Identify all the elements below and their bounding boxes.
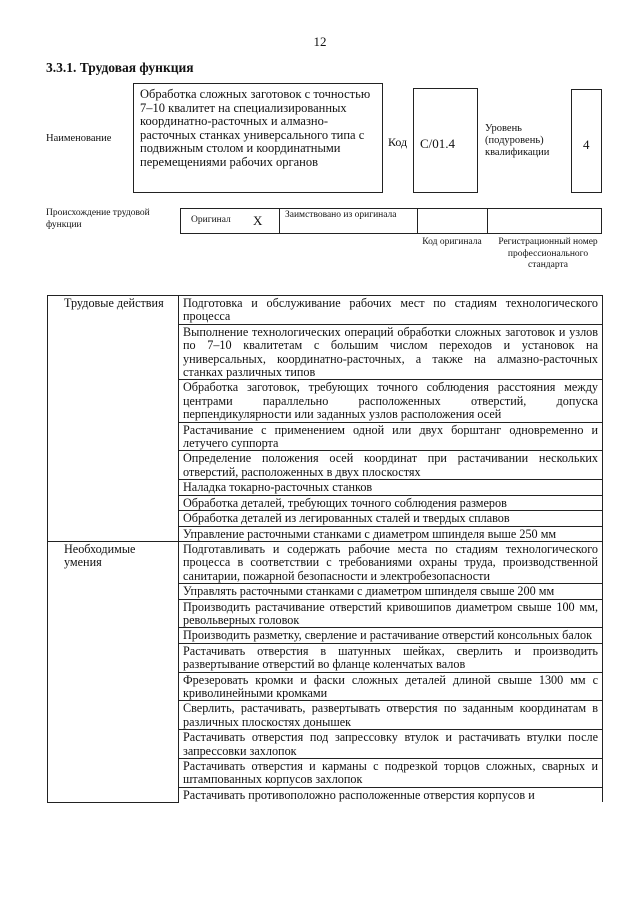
table-cell: Наладка токарно-расточных станков bbox=[179, 480, 603, 495]
table-row bbox=[48, 541, 603, 583]
table-cell: Производить разметку, сверление и растачивание отверстий консольных балок bbox=[179, 628, 603, 643]
level-box bbox=[571, 89, 602, 193]
function-table bbox=[47, 295, 603, 803]
origin-table bbox=[180, 208, 602, 234]
table-cell: Обработка деталей из легированных сталей и твердых сплавов bbox=[179, 511, 603, 526]
name-value: Обработка сложных заготовок с точностью 7–10 квалитет на специализированных координатно-расточных и алмазно-расточных станках универсального типа с подвижным столом и координатными перемещениями рабочих органов bbox=[133, 83, 383, 193]
name-label: Наименование bbox=[46, 133, 112, 144]
table-cell: Выполнение технологических операций обработки сложных заготовок и узлов по 7–10 квалитетам с большим числом переходов и установок на универсальных, координатно-расточных, а также на алмазно-расточных станках различных типов bbox=[179, 324, 603, 380]
code-box bbox=[413, 88, 478, 193]
origin-label: Происхождение трудовой функции bbox=[46, 208, 150, 230]
table-cell: Подготовка и обслуживание рабочих мест по стадиям технологического процесса bbox=[179, 296, 603, 325]
code-value: C/01.4 bbox=[420, 136, 456, 151]
section-title: 3.3.1. Трудовая функция bbox=[46, 60, 194, 75]
table-cell: Производить растачивание отверстий кривошипов диаметром свыше 100 мм, револьверных головок bbox=[179, 599, 603, 628]
original-mark: X bbox=[253, 213, 263, 228]
table-cell: Определение положения осей координат при растачивании нескольких отверстий, расположенных в двух плоскостях bbox=[179, 451, 603, 480]
category-cell: Необходимые умения bbox=[48, 541, 179, 802]
borrowed-label: Заимствовано из оригинала bbox=[285, 210, 397, 220]
code-label: Код bbox=[388, 135, 408, 149]
table-cell: Сверлить, растачивать, развертывать отверстия по заданным координатам в различных плоскостях донышек bbox=[179, 701, 603, 730]
table-cell: Растачивание с применением одной или двух борштанг одновременно и летучего суппорта bbox=[179, 422, 603, 451]
table-cell: Управление расточными станками с диаметром шпинделя выше 250 мм bbox=[179, 526, 603, 541]
table-cell: Обработка заготовок, требующих точного соблюдения расстояния между центрами параллельно расположенных отверстий, допуска перпендикулярности или заданных узлов расположения осей bbox=[179, 380, 603, 422]
category-cell: Трудовые действия bbox=[48, 296, 179, 542]
table-cell: Растачивать отверстия в шатунных шейках, сверлить и производить развертывание отверстий во фланце коленчатых валов bbox=[179, 643, 603, 672]
level-label: Уровень (подуровень) квалификации bbox=[485, 123, 550, 158]
table-cell: Растачивать противоположно расположенные отверстия корпусов и bbox=[179, 787, 603, 802]
table-cell: Фрезеровать кромки и фаски сложных деталей длиной свыше 1300 мм с криволинейными кромками bbox=[179, 672, 603, 701]
level-value: 4 bbox=[583, 137, 590, 152]
reg-number-label: Регистрационный номер профессионального стандарта bbox=[498, 237, 598, 270]
page-number: 12 bbox=[313, 34, 327, 49]
table-row bbox=[48, 296, 603, 325]
table-cell: Растачивать отверстия под запрессовку втулок и растачивать втулки после запрессовки захлопок bbox=[179, 730, 603, 759]
table-cell: Подготавливать и содержать рабочие места по стадиям технологического процесса в соответствии с требованиями охраны труда, производственной санитарии, пожарной безопасности и электробезопасности bbox=[179, 541, 603, 583]
table-cell: Управлять расточными станками с диаметром шпинделя свыше 200 мм bbox=[179, 584, 603, 599]
table-cell: Обработка деталей, требующих точного соблюдения размеров bbox=[179, 495, 603, 510]
table-cell: Растачивать отверстия и карманы с подрезкой торцов сложных, сварных и штампованных корпусов захлопок bbox=[179, 759, 603, 788]
original-label: Оригинал bbox=[191, 215, 231, 225]
code-original-label: Код оригинала bbox=[422, 237, 482, 247]
